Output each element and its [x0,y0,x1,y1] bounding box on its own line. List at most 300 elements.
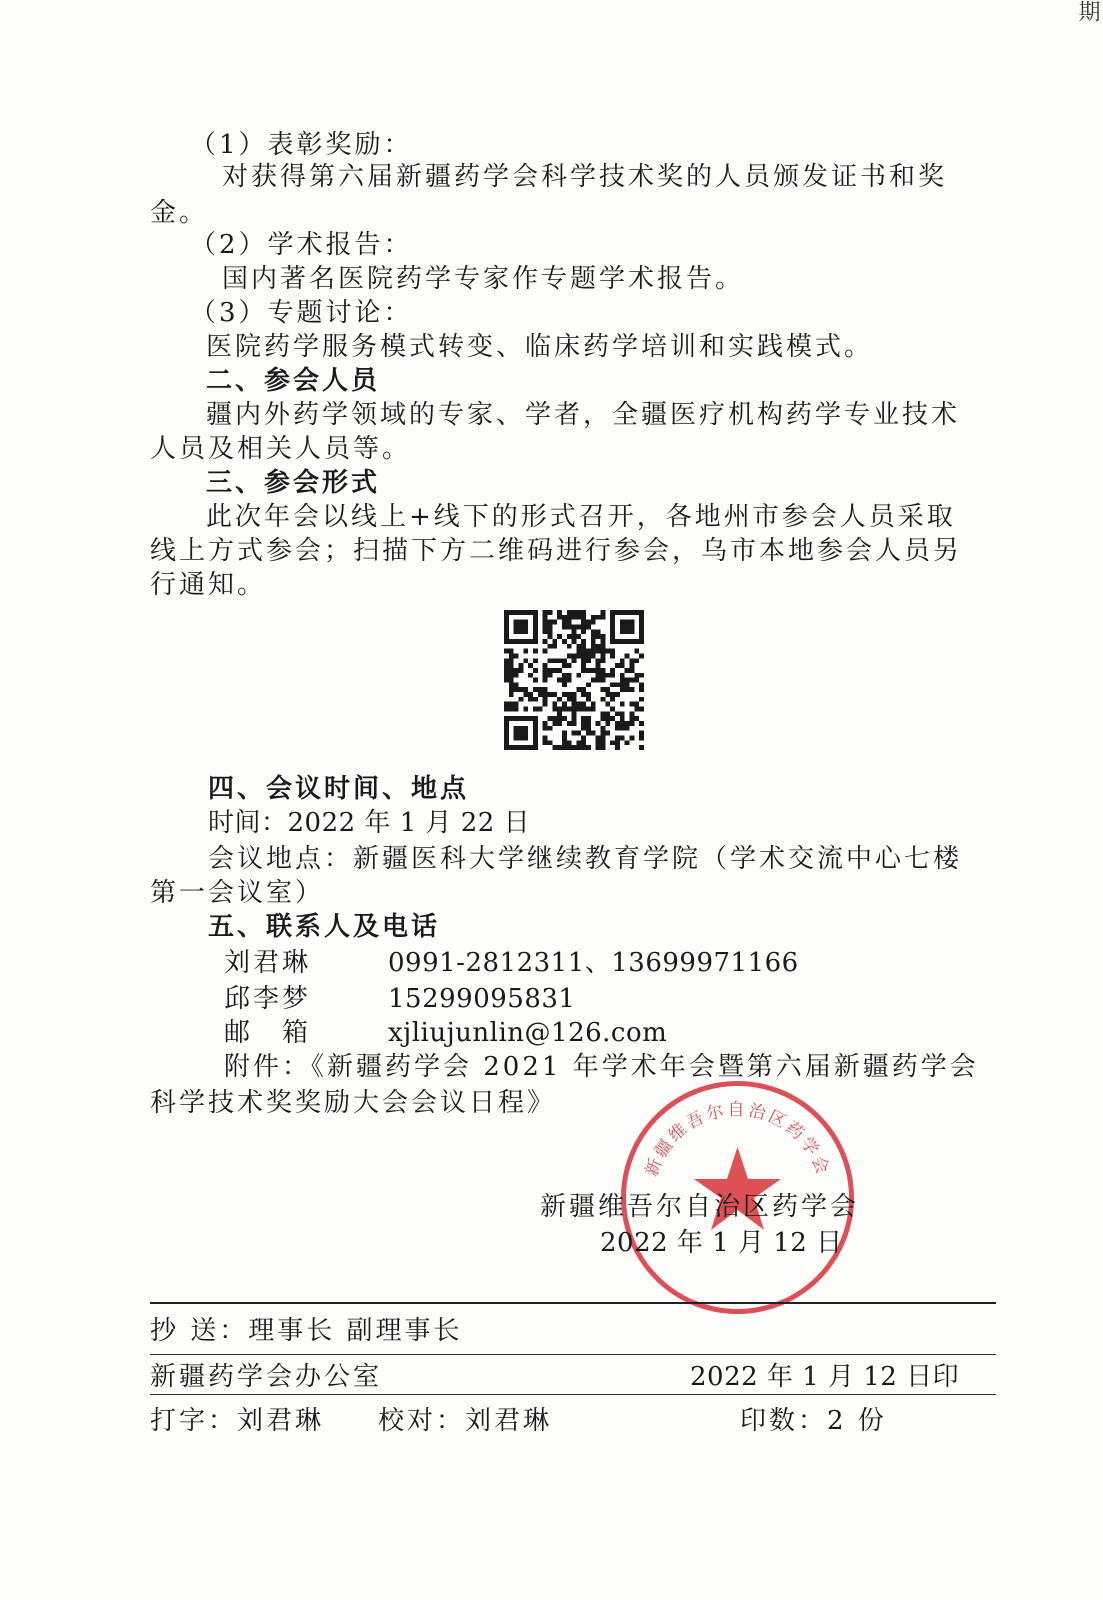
qr-module [620,658,625,663]
qr-module [567,740,572,745]
qr-module [601,668,606,673]
qr-module [518,620,523,625]
qr-code[interactable] [504,610,644,750]
qr-module [601,716,606,721]
qr-module [605,702,610,707]
qr-module [543,721,548,726]
qr-module [581,615,586,620]
qr-module [576,610,581,615]
qr-module [596,658,601,663]
issuing-office: 新疆药学会办公室 [150,1362,383,1392]
qr-module [538,687,543,692]
qr-module [630,711,635,716]
qr-module [576,745,581,750]
qr-module [596,678,601,683]
qr-module [528,697,533,702]
qr-module [581,639,586,644]
qr-module [572,615,577,620]
qr-module [601,697,606,702]
qr-module [639,639,644,644]
qr-module [601,736,606,741]
qr-module [528,745,533,750]
qr-module [581,653,586,658]
qr-module [605,731,610,736]
qr-module [547,620,552,625]
qr-module [543,615,548,620]
qr-module [572,745,577,750]
signing-organization: 新疆维吾尔自治区药学会 [540,1192,860,1222]
qr-module [567,634,572,639]
qr-module [562,658,567,663]
qr-module [543,668,548,673]
qr-module [528,610,533,615]
section3-heading: 三、参会形式 [206,468,381,498]
qr-module [567,620,572,625]
qr-module [528,663,533,668]
qr-module [572,639,577,644]
qr-module [504,673,509,678]
qr-module [518,629,523,634]
qr-module [630,639,635,644]
qr-module [557,716,562,721]
qr-module [518,745,523,750]
qr-module [601,740,606,745]
qr-module [581,736,586,741]
qr-module [615,663,620,668]
qr-module [509,668,514,673]
qr-module [567,615,572,620]
qr-module [586,707,591,712]
qr-module [596,673,601,678]
qr-module [533,745,538,750]
qr-module [523,731,528,736]
qr-module [504,678,509,683]
qr-module [630,721,635,726]
qr-module [610,639,615,644]
qr-module [523,639,528,644]
qr-module [620,678,625,683]
qr-module [518,668,523,673]
qr-module [615,639,620,644]
qr-module [509,707,514,712]
qr-module [528,673,533,678]
proofreader: 校对：刘君琳 [378,1406,553,1436]
qr-module [596,745,601,750]
qr-module [601,615,606,620]
qr-module [533,678,538,683]
qr-module [620,736,625,741]
qr-module [581,629,586,634]
qr-module [567,673,572,678]
qr-module [572,707,577,712]
qr-module [504,707,509,712]
qr-module [634,658,639,663]
qr-module [572,658,577,663]
qr-module [567,678,572,683]
qr-module [533,639,538,644]
qr-module [581,716,586,721]
qr-module [630,736,635,741]
footer-rule-middle [150,1354,996,1355]
qr-module [639,624,644,629]
qr-module [514,673,519,678]
qr-module [615,692,620,697]
qr-module [610,697,615,702]
qr-module [596,740,601,745]
contact-label: 邱李梦 [224,984,312,1014]
qr-module [562,707,567,712]
qr-module [610,615,615,620]
qr-module [586,649,591,654]
qr-module [552,668,557,673]
qr-module [557,610,562,615]
qr-module [581,644,586,649]
qr-module [620,663,625,668]
qr-module [625,610,630,615]
qr-module [567,721,572,726]
qr-module [615,745,620,750]
qr-module [620,711,625,716]
qr-module [504,721,509,726]
edge-mark: 期 [1075,0,1100,23]
qr-module [634,610,639,615]
qr-module [605,721,610,726]
section2-line1: 疆内外药学领域的专家、学者，全疆医疗机构药学专业技术 [206,400,961,430]
qr-module [596,644,601,649]
qr-module [591,639,596,644]
qr-module [610,673,615,678]
qr-module [552,707,557,712]
qr-module [552,721,557,726]
qr-module [581,668,586,673]
qr-module [504,658,509,663]
qr-module [576,673,581,678]
qr-module [567,745,572,750]
qr-module [557,668,562,673]
qr-module [523,707,528,712]
qr-module [639,707,644,712]
qr-module [567,624,572,629]
qr-module [509,702,514,707]
qr-module [572,634,577,639]
qr-module [601,634,606,639]
qr-module [610,740,615,745]
qr-module [562,731,567,736]
qr-module [509,649,514,654]
qr-module [586,692,591,697]
qr-module [514,687,519,692]
qr-module [610,653,615,658]
qr-module [514,716,519,721]
qr-module [509,678,514,683]
qr-module [557,658,562,663]
qr-module [630,716,635,721]
qr-module [630,658,635,663]
qr-module [615,721,620,726]
qr-module [543,649,548,654]
qr-module [543,692,548,697]
qr-module [634,673,639,678]
qr-module [504,736,509,741]
qr-module [552,620,557,625]
qr-module [581,649,586,654]
qr-module [547,726,552,731]
qr-module [615,682,620,687]
qr-module [596,663,601,668]
qr-module [581,687,586,692]
qr-module [528,692,533,697]
qr-module [576,649,581,654]
qr-module [625,682,630,687]
qr-module [504,663,509,668]
contact-label: 邮 箱 [224,1018,312,1048]
item3-title: （3）专题讨论： [190,298,413,328]
item1-line2: 金。 [150,198,209,228]
section5-heading: 五、联系人及电话 [208,912,441,942]
qr-module [523,620,528,625]
qr-module [601,731,606,736]
qr-module [620,610,625,615]
qr-module [605,692,610,697]
qr-module [518,736,523,741]
qr-module [572,702,577,707]
qr-module [601,610,606,615]
qr-module [567,653,572,658]
qr-module [586,624,591,629]
qr-module [620,682,625,687]
qr-module [605,711,610,716]
qr-module [625,668,630,673]
qr-module [591,668,596,673]
qr-module [581,721,586,726]
qr-module [547,692,552,697]
qr-module [557,745,562,750]
qr-module [547,673,552,678]
qr-module [639,736,644,741]
qr-module [591,634,596,639]
qr-module [523,687,528,692]
qr-module [634,707,639,712]
qr-module [591,615,596,620]
qr-module [552,702,557,707]
print-date: 2022 年 1 月 12 日印 [690,1362,960,1392]
qr-module [576,653,581,658]
qr-module [557,711,562,716]
qr-module [543,639,548,644]
qr-module [591,731,596,736]
qr-module [620,673,625,678]
qr-module [533,658,538,663]
qr-module [605,649,610,654]
qr-module [591,702,596,707]
qr-module [514,639,519,644]
qr-module [514,702,519,707]
qr-module [567,707,572,712]
qr-module [557,678,562,683]
qr-module [586,745,591,750]
qr-module [634,639,639,644]
qr-module [543,736,548,741]
qr-module [576,634,581,639]
qr-module [601,678,606,683]
qr-module [576,702,581,707]
qr-module [509,673,514,678]
item1-line1: 对获得第六届新疆药学会科学技术奖的人员颁发证书和奖 [222,162,948,192]
qr-module [610,610,615,615]
qr-module [504,745,509,750]
qr-module [620,624,625,629]
qr-module [615,740,620,745]
qr-module [562,692,567,697]
qr-module [586,682,591,687]
qr-module [509,653,514,658]
qr-module [547,624,552,629]
qr-module [533,634,538,639]
qr-module [533,620,538,625]
qr-module [562,702,567,707]
qr-module [625,740,630,745]
qr-module [509,745,514,750]
qr-module [625,629,630,634]
qr-module [552,745,557,750]
qr-module [639,682,644,687]
qr-module [615,610,620,615]
qr-module [552,658,557,663]
qr-module [518,610,523,615]
qr-module [509,639,514,644]
qr-module [514,624,519,629]
qr-module [581,702,586,707]
qr-module [572,624,577,629]
qr-module [601,649,606,654]
qr-module [610,634,615,639]
qr-module [533,615,538,620]
qr-module [523,736,528,741]
qr-module [601,726,606,731]
meeting-place-line2: 第一会议室） [150,878,325,908]
qr-module [630,702,635,707]
qr-module [572,610,577,615]
print-copies: 印数：2 份 [740,1406,887,1436]
qr-module [543,687,548,692]
qr-module [576,615,581,620]
qr-module [504,639,509,644]
qr-module [528,639,533,644]
qr-module [639,697,644,702]
qr-module [581,663,586,668]
qr-module [547,658,552,663]
qr-module [625,624,630,629]
qr-module [586,620,591,625]
qr-module [543,673,548,678]
qr-module [591,649,596,654]
qr-module [518,663,523,668]
qr-module [620,629,625,634]
item3-line1: 医院药学服务模式转变、临床药学培训和实践模式。 [206,332,874,362]
qr-module [596,668,601,673]
qr-module [562,673,567,678]
qr-module [533,687,538,692]
qr-module [596,634,601,639]
qr-module [601,639,606,644]
qr-module [591,678,596,683]
qr-module [576,624,581,629]
qr-module [562,716,567,721]
qr-module [605,673,610,678]
qr-module [581,745,586,750]
qr-module [514,629,519,634]
qr-module [538,692,543,697]
qr-module [605,716,610,721]
qr-module [639,653,644,658]
item2-title: （2）学术报告： [190,230,413,260]
qr-module [557,615,562,620]
qr-module [547,668,552,673]
qr-module [562,682,567,687]
qr-module [523,610,528,615]
qr-module [581,624,586,629]
meeting-place-line1: 会议地点：新疆医科大学继续教育学院（学术交流中心七楼 [208,844,963,874]
contact-email[interactable]: xjliujunlin@126.com [388,1018,668,1048]
section2-line2: 人员及相关人员等。 [150,434,412,464]
qr-module [572,697,577,702]
qr-module [625,639,630,644]
qr-module [557,697,562,702]
qr-module [572,716,577,721]
qr-module [639,615,644,620]
section4-heading: 四、会议时间、地点 [208,774,470,804]
qr-module [533,716,538,721]
qr-module [610,682,615,687]
qr-module [562,736,567,741]
qr-module [504,716,509,721]
qr-module [514,668,519,673]
contact-phone: 15299095831 [388,984,576,1014]
qr-module [610,620,615,625]
qr-module [523,692,528,697]
qr-module [601,658,606,663]
qr-module [630,678,635,683]
qr-module [625,620,630,625]
qr-module [504,668,509,673]
qr-module [557,721,562,726]
qr-module [533,668,538,673]
qr-module [630,624,635,629]
qr-module [620,702,625,707]
qr-module [547,610,552,615]
section3-line3: 行通知。 [150,570,267,600]
qr-module [523,716,528,721]
qr-module [504,620,509,625]
qr-module [586,668,591,673]
qr-module [586,731,591,736]
qr-module [620,687,625,692]
qr-module [567,610,572,615]
qr-module [620,620,625,625]
qr-module [596,649,601,654]
qr-module [514,731,519,736]
qr-module [504,634,509,639]
qr-module [634,702,639,707]
qr-module [533,624,538,629]
qr-module [625,726,630,731]
qr-module [562,663,567,668]
qr-module [518,687,523,692]
qr-module [572,721,577,726]
qr-module [533,629,538,634]
typist: 打字：刘君琳 [150,1406,325,1436]
qr-module [572,629,577,634]
